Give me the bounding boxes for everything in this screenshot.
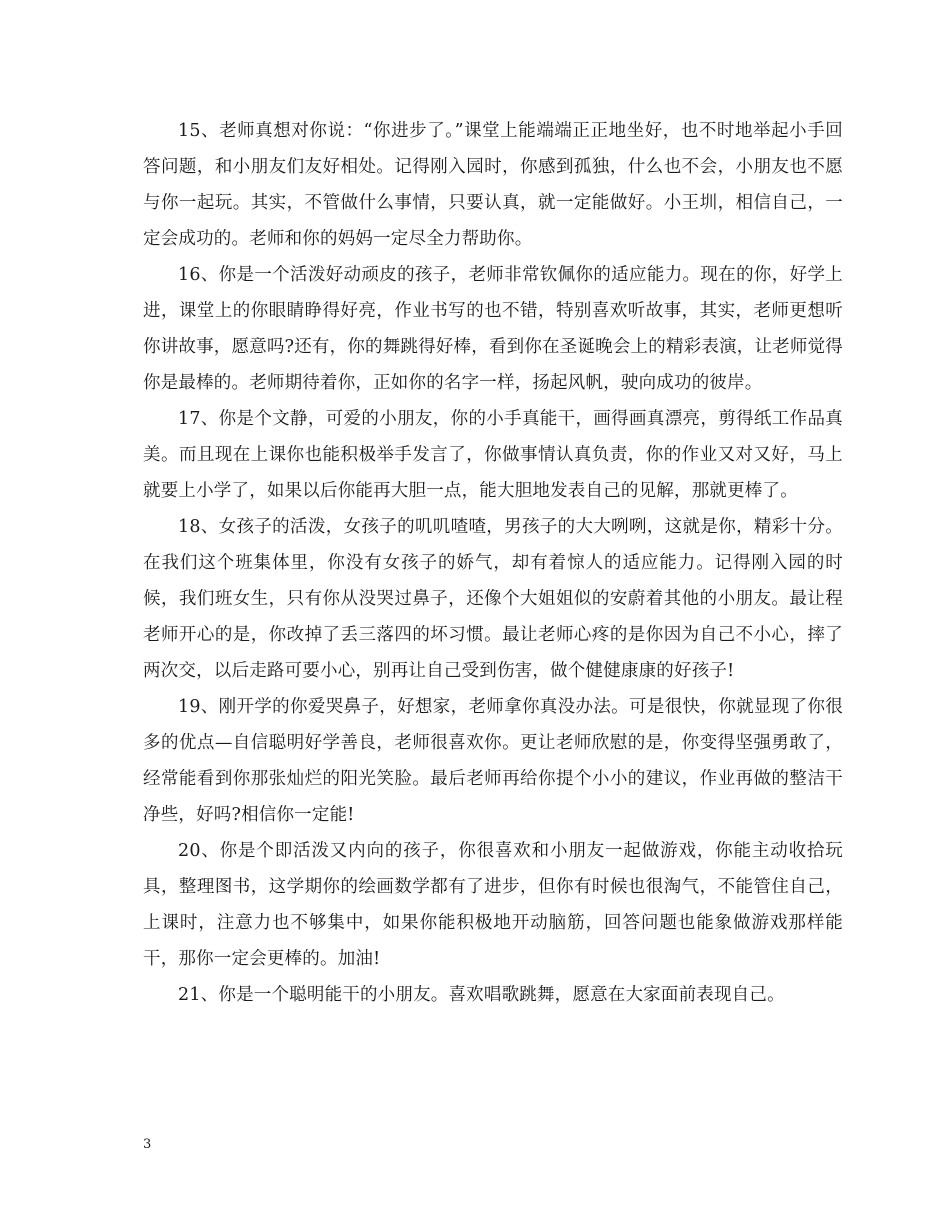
- paragraph-17: 17、你是个文静，可爱的小朋友，你的小手真能干，画得画真漂亮，剪得纸工作品真美。而且现在上课你也能积极举手发言了，你做事情认真负责，你的作业又对又好，马上就要上小学了，如果以后你能再大胆一点，能大胆地发表自己的见解，那就更棒了。: [143, 409, 843, 501]
- paragraph-21: 21、你是一个聪明能干的小朋友。喜欢唱歌跳舞，愿意在大家面前表现自己。: [178, 985, 785, 1005]
- paragraph-16: 16、你是一个活泼好动顽皮的孩子，老师非常钦佩你的适应能力。现在的你，好学上进，课堂上的你眼睛睁得好亮，作业书写的也不错，特别喜欢听故事，其实，老师更想听你讲故事，愿意吗?还有，你的舞跳得好棒，看到你在圣诞晚会上的精彩表演，让老师觉得你是最棒的。老师期待着你，正如你的名字一样，扬起风帆，驶向成功的彼岸。: [143, 265, 843, 393]
- document-body: [143, 113, 843, 1013]
- page-number: 3: [143, 1137, 152, 1152]
- paragraph-20: 20、你是个即活泼又内向的孩子，你很喜欢和小朋友一起做游戏，你能主动收拾玩具，整理图书，这学期你的绘画数学都有了进步，但你有时候也很淘气，不能管住自己，上课时，注意力也不够集中，如果你能积极地开动脑筋，回答问题也能象做游戏那样能干，那你一定会更棒的。加油!: [143, 841, 843, 969]
- paragraph-18: 18、女孩子的活泼，女孩子的叽叽喳喳，男孩子的大大咧咧，这就是你，精彩十分。在我们这个班集体里，你没有女孩子的娇气，却有着惊人的适应能力。记得刚入园的时候，我们班女生，只有你从没哭过鼻子，还像个大姐姐似的安蔚着其他的小朋友。最让程老师开心的是，你改掉了丢三落四的坏习惯。最让老师心疼的是你因为自己不小心，摔了两次交，以后走路可要小心，别再让自己受到伤害，做个健健康康的好孩子!: [143, 517, 843, 681]
- paragraph-19: 19、刚开学的你爱哭鼻子，好想家，老师拿你真没办法。可是很快，你就显现了你很多的优点—自信聪明好学善良，老师很喜欢你。更让老师欣慰的是，你变得坚强勇敢了，经常能看到你那张灿烂的阳光笑脸。最后老师再给你提个小小的建议，作业再做的整洁干净些，好吗?相信你一定能!: [143, 697, 843, 825]
- paragraph-15: 15、老师真想对你说：“你进步了。”课堂上能端端正正地坐好，也不时地举起小手回答问题，和小朋友们友好相处。记得刚入园时，你感到孤独，什么也不会，小朋友也不愿与你一起玩。其实，不管做什么事情，只要认真，就一定能做好。小王圳，相信自己，一定会成功的。老师和你的妈妈一定尽全力帮助你。: [143, 121, 843, 249]
